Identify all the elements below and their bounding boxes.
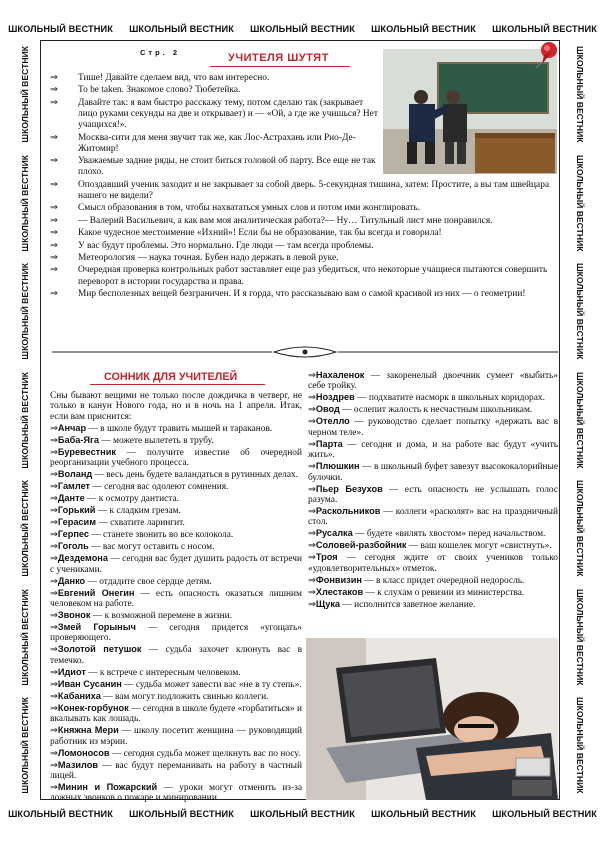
dream-term: Буревестник <box>57 446 116 457</box>
running-title: ШКОЛЬНЫЙ ВЕСТНИК <box>575 480 585 577</box>
joke-item <box>50 156 383 178</box>
dream-entry <box>50 667 302 678</box>
dream-term: Мазилов <box>57 759 99 770</box>
dream-term: Воланд <box>57 469 93 480</box>
dream-meaning: — сегодня вас будет душить радость от встречи с учениками. <box>50 554 302 575</box>
dream-term: Троя <box>315 552 338 563</box>
dream-entry <box>50 435 302 446</box>
running-title: ШКОЛЬНЫЙ ВЕСТНИК <box>20 697 30 794</box>
dream-term: Нахаленок <box>315 370 365 380</box>
dream-meaning: — в школе будут травить мышей и тараканов. <box>86 423 273 434</box>
joke-item <box>50 228 558 239</box>
dream-entry <box>308 439 558 461</box>
dream-term: Данко <box>57 575 86 586</box>
dream-meaning: — есть опасность оказаться лишним человеком на работе. <box>50 588 302 610</box>
arrow-right-icon: ⇒ <box>50 203 58 214</box>
dream-entry <box>308 506 558 528</box>
arrow-right-icon: ⇒ <box>50 588 58 599</box>
dream-entry <box>50 703 302 725</box>
dream-meaning: — весь день будете валандаться в рутинных делах. <box>92 470 299 481</box>
dream-entry <box>50 481 302 492</box>
joke-item <box>50 203 558 214</box>
joke-text: Метеорология — наука точная. Бубен надо держать в левой руке. <box>78 252 339 263</box>
dream-term: Кабаниха <box>57 690 101 701</box>
dream-term: Княжна Мери <box>57 725 119 736</box>
arrow-right-icon: ⇒ <box>50 611 58 622</box>
arrow-right-icon: ⇒ <box>50 240 58 251</box>
arrow-right-icon: ⇒ <box>308 405 316 416</box>
dream-entry <box>308 587 558 598</box>
arrow-right-icon: ⇒ <box>50 726 58 737</box>
arrow-right-icon: ⇒ <box>308 587 316 598</box>
dream-term: Хлестаков <box>315 586 364 597</box>
arrow-right-icon: ⇒ <box>50 679 58 690</box>
running-title: ШКОЛЬНЫЙ ВЕСТНИК <box>20 263 30 360</box>
dream-term: Ноздрев <box>315 392 355 403</box>
dream-meaning: — руководство сделает попытку «держать вас в черном теле». <box>308 417 558 438</box>
arrow-right-icon: ⇒ <box>50 703 58 714</box>
running-header <box>0 24 605 34</box>
joke-text: Какое чудесное местоимение «Ихний»! Если бы не образование, так бы всегда и говорила! <box>78 228 442 239</box>
dream-meaning: — схватите ларингит. <box>96 518 185 529</box>
dream-meaning: — отдадите свое сердце детям. <box>85 576 212 587</box>
running-title: ШКОЛЬНЫЙ ВЕСТНИК <box>20 154 30 252</box>
dream-entry <box>50 588 302 610</box>
running-title: ШКОЛЬНЫЙ ВЕСТНИК <box>575 371 585 469</box>
dream-term: Анчар <box>57 422 87 433</box>
dream-term: Герасим <box>57 517 96 528</box>
title-underline <box>210 66 350 67</box>
arrow-right-icon: ⇒ <box>50 470 58 481</box>
arrow-right-icon: ⇒ <box>50 423 58 434</box>
dream-term: Отелло <box>315 416 350 427</box>
left-side-titles <box>18 40 32 800</box>
dream-term: Золотой петушок <box>57 644 142 655</box>
dream-meaning: — получите известие об очередной реорганизации учебного процесса. <box>50 447 302 469</box>
joke-text: Москва-сити для меня звучит так же, как Лос-Астрахань или Рио-Де-Житомир! <box>78 132 356 154</box>
arrow-right-icon: ⇒ <box>50 97 58 108</box>
dream-meaning: — ваш кошелек могут «свистнуть». <box>406 541 552 552</box>
arrow-right-icon: ⇒ <box>50 85 58 96</box>
dream-entry <box>50 679 302 690</box>
dream-entry <box>308 540 558 551</box>
joke-item <box>50 133 383 155</box>
arrow-right-icon: ⇒ <box>308 599 316 610</box>
dream-entry <box>50 541 302 552</box>
dream-term: Идиот <box>57 666 86 677</box>
dream-entry <box>308 599 558 610</box>
section-title-dream-book: СОННИК ДЛЯ УЧИТЕЛЕЙ <box>104 371 238 383</box>
dream-entry <box>308 392 558 403</box>
dream-entry <box>50 517 302 528</box>
running-title: ШКОЛЬНЫЙ ВЕСТНИК <box>575 697 585 794</box>
dream-term: Гоголь <box>57 541 89 552</box>
running-title: ШКОЛЬНЫЙ ВЕСТНИК <box>8 24 113 34</box>
arrow-right-icon: ⇒ <box>50 691 58 702</box>
joke-text: Мир бесполезных вещей безграничен. И я горда, что рассказываю вам о самой красивой из них — о геометрии! <box>78 288 526 299</box>
dream-book-left-column <box>50 391 302 804</box>
joke-item <box>50 289 558 300</box>
dream-meaning: — сегодня вас одолеют сомнения. <box>90 482 229 493</box>
joke-text: Очередная проверка контрольных работ заставляет еще раз убедиться, что некоторые учащиеся пытаются совершить переворот в истории государства и права. <box>78 265 548 287</box>
running-title: ШКОЛЬНЫЙ ВЕСТНИК <box>492 24 597 34</box>
dream-term: Парта <box>315 438 343 449</box>
joke-item <box>50 85 383 96</box>
dream-meaning: — судьба захочет клюнуть вас в темечко. <box>50 645 303 666</box>
dream-entry <box>50 782 302 804</box>
dream-entry <box>50 423 302 434</box>
dream-term: Иван Сусанин <box>57 678 122 689</box>
running-title: ШКОЛЬНЫЙ ВЕСТНИК <box>129 809 234 819</box>
tired-teacher-photo <box>306 638 558 800</box>
arrow-right-icon: ⇒ <box>50 494 58 505</box>
dream-term: Змей Горыныч <box>57 622 136 633</box>
dream-entry <box>308 404 558 415</box>
arrow-right-icon: ⇒ <box>50 748 58 759</box>
running-footer <box>0 809 605 819</box>
running-title: ШКОЛЬНЫЙ ВЕСТНИК <box>250 809 355 819</box>
dream-meaning: — подхватите насморк в школьных коридорах. <box>354 393 545 404</box>
dream-meaning: — сегодня ждите от своих учеников только «удовлетворительных» отметок. <box>308 553 558 574</box>
joke-item <box>50 265 558 287</box>
arrow-right-icon: ⇒ <box>50 518 58 529</box>
running-title: ШКОЛЬНЫЙ ВЕСТНИК <box>371 809 476 819</box>
dream-meaning: — к встрече с интересным человеком. <box>85 667 241 678</box>
dream-entry <box>50 644 302 666</box>
arrow-right-icon: ⇒ <box>50 645 58 656</box>
arrow-right-icon: ⇒ <box>50 576 58 587</box>
dream-entry <box>50 469 302 480</box>
dream-book-intro: Сны бывают вещими не только после дождичка в четверг, не только в канун Нового года, но и в ночь на 1 апреля. Итак, если вам приснится: <box>50 391 302 422</box>
joke-text: У вас будут проблемы. Это нормально. Где люди — там всегда проблемы. <box>78 240 374 251</box>
dream-meaning: — можете вылететь в трубу. <box>98 435 214 446</box>
arrow-right-icon: ⇒ <box>50 179 58 190</box>
dream-meaning: — закоренелый двоечник сумеет «выбить» себе тройку. <box>308 371 558 392</box>
dream-meaning: — вам могут подложить свинью коллеги. <box>100 691 269 702</box>
dream-meaning: — исполнится заветное желание. <box>340 599 476 610</box>
ornamental-divider <box>52 345 558 359</box>
running-title: ШКОЛЬНЫЙ ВЕСТНИК <box>575 588 585 686</box>
arrow-right-icon: ⇒ <box>50 132 58 143</box>
arrow-right-icon: ⇒ <box>50 447 58 458</box>
running-title: ШКОЛЬНЫЙ ВЕСТНИК <box>575 263 585 360</box>
dream-meaning: — в класс придет очередной недоросль. <box>361 575 525 586</box>
dream-term: Евгений Онегин <box>57 587 135 598</box>
dream-meaning: — к осмотру дантиста. <box>84 494 179 505</box>
dream-term: Фонвизин <box>315 574 362 585</box>
dream-entry <box>50 576 302 587</box>
dream-meaning: — вас могут оставить с носом. <box>88 542 215 553</box>
joke-text: To be taken. Знакомое слово? Тюбетейка. <box>78 85 241 96</box>
dream-term: Овод <box>315 404 340 415</box>
arrow-right-icon: ⇒ <box>50 530 58 541</box>
dream-meaning: — школу посетит женщина — руководящий работник из мэрии. <box>50 726 302 747</box>
dream-meaning: — к сладким грезам. <box>95 506 181 517</box>
dream-term: Горький <box>57 505 96 516</box>
joke-text: Опоздавший ученик заходит и не закрывает за собой дверь. 5-секундная тишина, затем: Простите, а вы там швейцара нашего не видели? <box>78 179 550 201</box>
dream-term: Соловей-разбойник <box>315 540 407 551</box>
arrow-right-icon: ⇒ <box>308 575 316 586</box>
dream-meaning: — в школьный буфет завезут высококалорийные булочки. <box>308 462 558 483</box>
dream-meaning: — коллеги «расколят» вас на праздничный стол. <box>308 507 558 528</box>
joke-item <box>50 241 558 252</box>
dream-meaning: — вас будут переманивать на работу в частный лицей. <box>50 760 302 782</box>
dream-meaning: — к возможной перемене в жизни. <box>90 611 233 622</box>
joke-item <box>50 253 558 264</box>
dream-entry <box>308 575 558 586</box>
page-number: Стр. 2 <box>140 48 181 57</box>
arrow-right-icon: ⇒ <box>50 228 58 239</box>
arrow-right-icon: ⇒ <box>308 529 316 540</box>
jokes-list <box>50 73 558 301</box>
dream-entry <box>308 461 558 483</box>
arrow-right-icon: ⇒ <box>50 623 58 634</box>
joke-text: Уважаемые задние ряды, не стоит биться головой об парту. Все еще не так плохо. <box>78 156 376 178</box>
dream-term: Данте <box>57 493 85 504</box>
running-title: ШКОЛЬНЫЙ ВЕСТНИК <box>129 24 234 34</box>
dream-term: Раскольников <box>315 506 381 517</box>
dream-term: Пьер Безухов <box>315 483 383 494</box>
arrow-right-icon: ⇒ <box>308 484 316 495</box>
running-title: ШКОЛЬНЫЙ ВЕСТНИК <box>20 588 30 686</box>
dream-entry <box>50 691 302 702</box>
arrow-right-icon: ⇒ <box>308 439 316 450</box>
section-title-jokes: УЧИТЕЛЯ ШУТЯТ <box>228 52 329 64</box>
arrow-right-icon: ⇒ <box>308 553 316 564</box>
arrow-right-icon: ⇒ <box>50 783 58 794</box>
dream-meaning: — к слухам о ревизии из министерства. <box>363 587 525 598</box>
dream-term: Минин и Пожарский <box>57 782 158 793</box>
dream-book-right-column <box>308 370 558 611</box>
joke-text: Смысл образования в том, чтобы нахвататься умных слов и потом ими жонглировать. <box>78 203 421 214</box>
dream-term: Герпес <box>57 529 89 540</box>
running-title: ШКОЛЬНЫЙ ВЕСТНИК <box>250 24 355 34</box>
dream-meaning: — сегодня судьба может щелкнуть вас по носу. <box>109 748 301 759</box>
arrow-right-icon: ⇒ <box>50 760 58 771</box>
dream-entry <box>50 493 302 504</box>
running-title: ШКОЛЬНЫЙ ВЕСТНИК <box>20 46 30 143</box>
arrow-right-icon: ⇒ <box>50 215 58 226</box>
dream-meaning: — уроки могут отменить из-за ложных звонков о пожаре и минировании <box>50 783 302 804</box>
dream-meaning: — есть опасность не услышать голос разума. <box>308 484 558 506</box>
arrow-right-icon: ⇒ <box>308 462 316 473</box>
dream-meaning: — ослепит жалость к несчастным школьникам. <box>339 405 533 416</box>
dream-meaning: — сегодня и дома, и на работе вас будут «учить жить». <box>308 439 558 461</box>
dream-term: Гамлет <box>57 481 91 492</box>
running-title: ШКОЛЬНЫЙ ВЕСТНИК <box>8 809 113 819</box>
arrow-right-icon: ⇒ <box>50 506 58 517</box>
dream-term: Плюшкин <box>315 461 360 472</box>
dream-entry <box>50 529 302 540</box>
running-title: ШКОЛЬНЫЙ ВЕСТНИК <box>20 480 30 577</box>
joke-text: — Валерий Васильевич, а как вам моя аналитическая работа?— Ну… Титульный лист мне понравился. <box>78 215 493 226</box>
dream-meaning: — судьба может завести вас «не в ту степь». <box>121 679 302 690</box>
dream-term: Баба-Яга <box>57 434 99 445</box>
dream-meaning: — сегодня в школе будете «горбатиться» и вкалывать как лошадь. <box>50 703 302 725</box>
dream-entry <box>50 447 302 469</box>
arrow-right-icon: ⇒ <box>50 265 58 276</box>
arrow-right-icon: ⇒ <box>308 507 316 518</box>
dream-term: Звонок <box>57 610 91 621</box>
arrow-right-icon: ⇒ <box>308 541 316 552</box>
dream-meaning: — будете «вилять хвостом» перед начальством. <box>352 529 546 540</box>
arrow-right-icon: ⇒ <box>50 435 58 446</box>
arrow-right-icon: ⇒ <box>50 156 58 167</box>
dream-entry <box>50 725 302 747</box>
joke-item <box>50 73 383 84</box>
arrow-right-icon: ⇒ <box>308 417 316 428</box>
dream-entry <box>50 622 302 644</box>
dream-meaning: — станете звонить во все колокола. <box>88 530 234 541</box>
joke-text: Тише! Давайте сделаем вид, что вам интересно. <box>78 73 270 83</box>
running-title: ШКОЛЬНЫЙ ВЕСТНИК <box>492 809 597 819</box>
dream-term: Щука <box>315 598 341 609</box>
dream-entry <box>308 416 558 438</box>
arrow-right-icon: ⇒ <box>50 73 58 83</box>
dream-entry <box>50 553 302 575</box>
joke-item <box>50 98 383 132</box>
dream-entry <box>50 505 302 516</box>
running-title: ШКОЛЬНЫЙ ВЕСТНИК <box>20 371 30 469</box>
dream-term: Дездемона <box>57 553 108 564</box>
arrow-right-icon: ⇒ <box>50 482 58 493</box>
arrow-right-icon: ⇒ <box>50 288 58 299</box>
dream-term: Русалка <box>315 528 353 539</box>
dream-term: Ломоносов <box>57 747 110 758</box>
joke-text: Давайте так: я вам быстро расскажу тему, потом сделаю так (закрывает лицо руками секунды на две и открывает) и — «Ой, а где же учишься? Нет учащихся!». <box>78 97 378 131</box>
running-title: ШКОЛЬНЫЙ ВЕСТНИК <box>371 24 476 34</box>
right-side-titles <box>573 40 587 800</box>
arrow-right-icon: ⇒ <box>50 542 58 553</box>
dream-entry <box>308 484 558 506</box>
dream-entry <box>308 528 558 539</box>
pushpin-icon <box>530 38 562 70</box>
joke-item <box>50 216 558 227</box>
arrow-right-icon: ⇒ <box>308 371 316 381</box>
joke-item <box>50 180 558 202</box>
arrow-right-icon: ⇒ <box>50 667 58 678</box>
running-title: ШКОЛЬНЫЙ ВЕСТНИК <box>575 46 585 143</box>
dream-meaning: — сегодня придется «угощать» проверяющего. <box>50 623 302 644</box>
arrow-right-icon: ⇒ <box>50 252 58 263</box>
dream-entry <box>308 552 558 574</box>
dream-entry <box>50 610 302 621</box>
running-title: ШКОЛЬНЫЙ ВЕСТНИК <box>575 154 585 252</box>
dream-term: Конек-горбунок <box>57 702 129 713</box>
dream-entry <box>50 760 302 782</box>
dream-entry <box>50 748 302 759</box>
arrow-right-icon: ⇒ <box>50 554 58 565</box>
arrow-right-icon: ⇒ <box>308 393 316 404</box>
dream-entry <box>308 370 558 392</box>
title-underline <box>90 384 265 385</box>
